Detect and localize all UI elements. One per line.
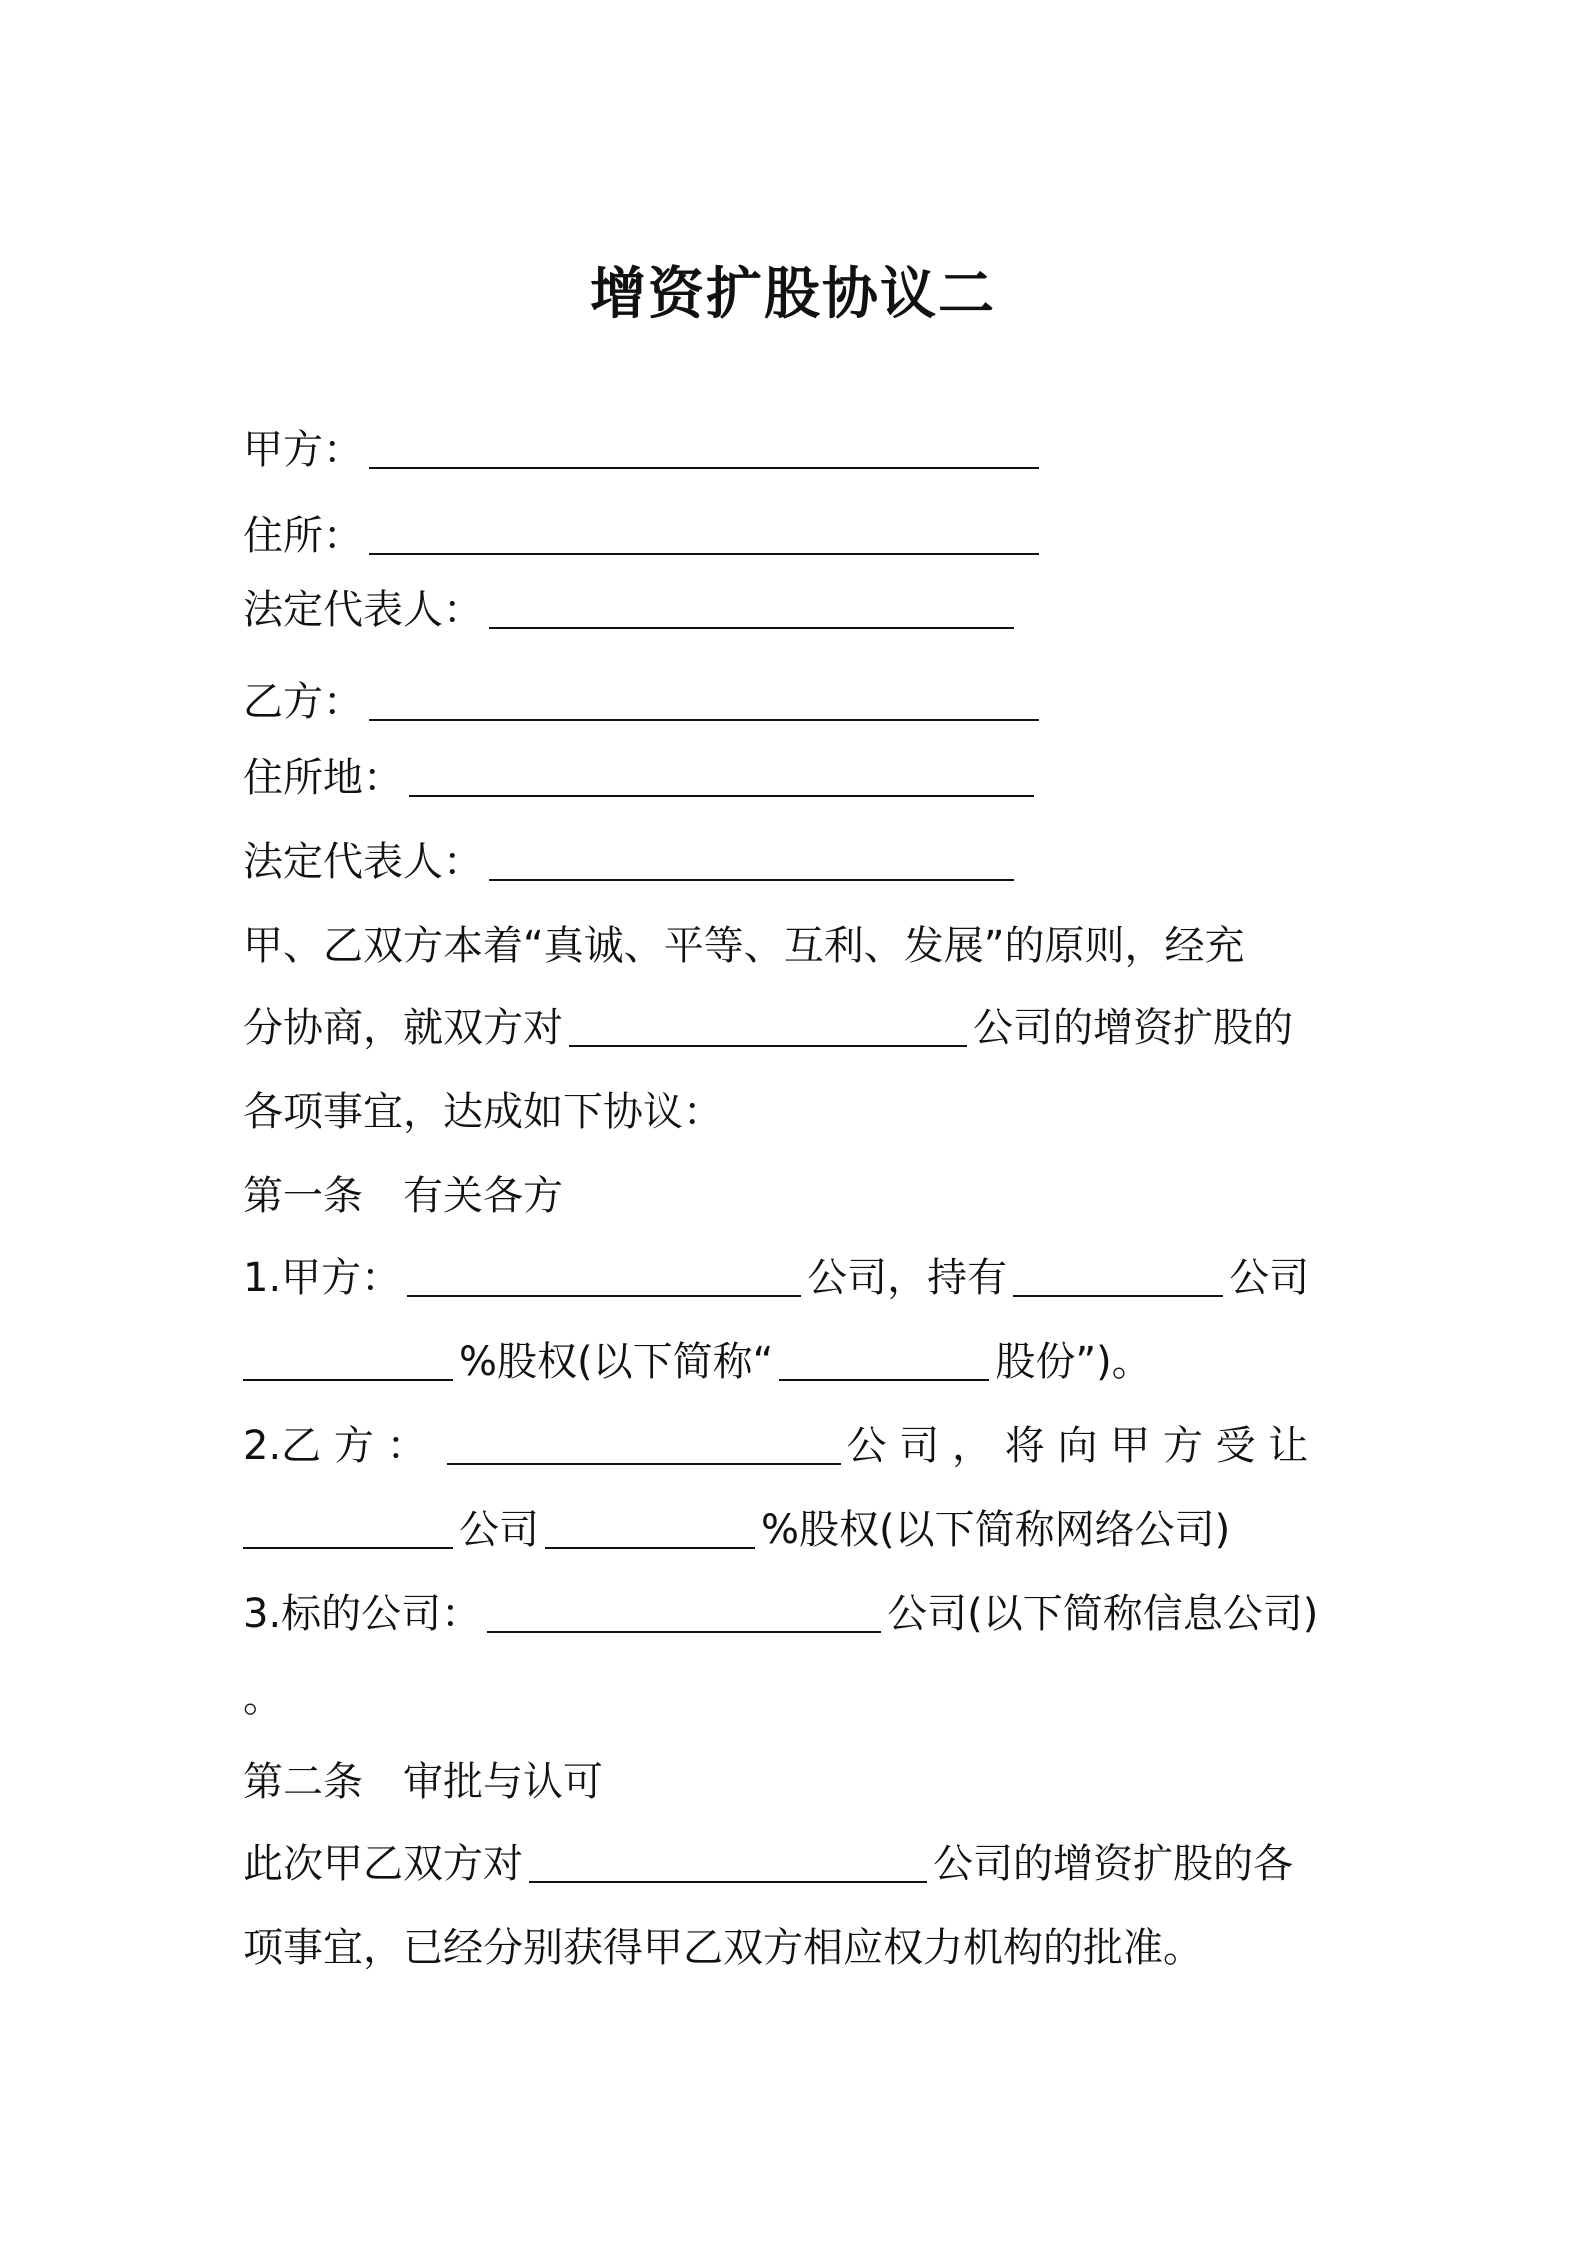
article-1-item-2-line-1 xyxy=(243,1416,1353,1476)
item-2-company-blank xyxy=(447,1423,841,1465)
party-b-rep-line xyxy=(243,832,1353,892)
article-2-number: 第二条 xyxy=(243,1759,363,1805)
item-2-company2-blank xyxy=(243,1507,453,1549)
item-1-percent-blank xyxy=(243,1339,453,1381)
party-a-line xyxy=(243,420,1353,480)
party-a-address-label: 住所： xyxy=(243,513,363,559)
article-1-number: 第一条 xyxy=(243,1173,363,1219)
party-b-rep-blank xyxy=(489,839,1014,881)
party-a-label: 甲方： xyxy=(243,427,363,473)
item-3-company-blank xyxy=(487,1591,881,1633)
item-2-label: 2.乙 方 ： xyxy=(243,1423,427,1469)
document-title: 增资扩股协议二 xyxy=(590,262,996,327)
article-2-company-blank xyxy=(529,1841,927,1883)
article-2-text-b: 公司的增资扩股的各 xyxy=(933,1841,1293,1887)
item-1-text-e: 股份”)。 xyxy=(995,1339,1152,1385)
article-2-text-a: 此次甲乙双方对 xyxy=(243,1841,523,1887)
party-a-rep-blank xyxy=(489,587,1014,629)
article-1-item-2-line-2 xyxy=(243,1500,1353,1560)
item-1-text-d: %股权(以下简称“ xyxy=(459,1339,774,1385)
article-1-item-3-line-1 xyxy=(243,1584,1353,1644)
party-b-address-blank xyxy=(409,755,1034,797)
item-1-text-b: 公司，持有 xyxy=(807,1255,1008,1301)
article-2-line-2: 项事宜，已经分别获得甲乙双方相应权力机构的批准。 xyxy=(243,1925,1203,1971)
article-1-item-1-line-1 xyxy=(243,1248,1353,1308)
party-a-blank xyxy=(369,427,1039,469)
item-1-company2-blank xyxy=(1013,1255,1223,1297)
item-2-percent-blank xyxy=(545,1507,755,1549)
item-2-text-c: 公司 xyxy=(459,1507,539,1553)
article-2-heading xyxy=(243,1752,1353,1812)
party-b-rep-label: 法定代表人： xyxy=(243,839,483,885)
item-2-text-b: 公 司 ， 将 向 甲 方 受 让 xyxy=(846,1423,1309,1469)
party-a-rep-label: 法定代表人： xyxy=(243,587,483,633)
article-1-item-1-line-2 xyxy=(243,1332,1353,1392)
item-1-text-c: 公司 xyxy=(1229,1255,1310,1301)
intro-text-b: 公司的增资扩股的 xyxy=(973,1005,1293,1051)
item-3-text-b: 公司(以下简称信息公司) xyxy=(887,1591,1319,1637)
party-b-blank xyxy=(369,679,1039,721)
party-b-address-label: 住所地： xyxy=(243,755,403,801)
article-1-heading xyxy=(243,1166,1353,1226)
intro-line-1: 甲、乙双方本着“真诚、平等、互利、发展”的原则，经充 xyxy=(243,923,1245,969)
item-1-company-blank xyxy=(407,1255,801,1297)
item-2-text-d: %股权(以下简称网络公司) xyxy=(761,1507,1231,1553)
intro-text-a: 分协商，就双方对 xyxy=(243,1005,563,1051)
intro-line-2 xyxy=(243,998,1353,1058)
party-b-address-line xyxy=(243,748,1353,808)
party-b-line xyxy=(243,672,1353,732)
article-1-item-3-line-2: 。 xyxy=(243,1675,283,1721)
article-2-line-1 xyxy=(243,1834,1353,1894)
company-blank xyxy=(569,1005,967,1047)
item-1-shares-blank xyxy=(779,1339,989,1381)
party-a-rep-line xyxy=(243,580,1353,640)
party-b-label: 乙方： xyxy=(243,679,363,725)
article-1-title: 有关各方 xyxy=(403,1173,563,1219)
item-1-label: 1.甲方： xyxy=(243,1255,402,1301)
article-2-title: 审批与认可 xyxy=(403,1759,603,1805)
intro-line-3: 各项事宜，达成如下协议： xyxy=(243,1089,723,1135)
party-a-address-line xyxy=(243,506,1353,566)
party-a-address-blank xyxy=(369,513,1039,555)
item-3-label: 3.标的公司： xyxy=(243,1591,482,1637)
